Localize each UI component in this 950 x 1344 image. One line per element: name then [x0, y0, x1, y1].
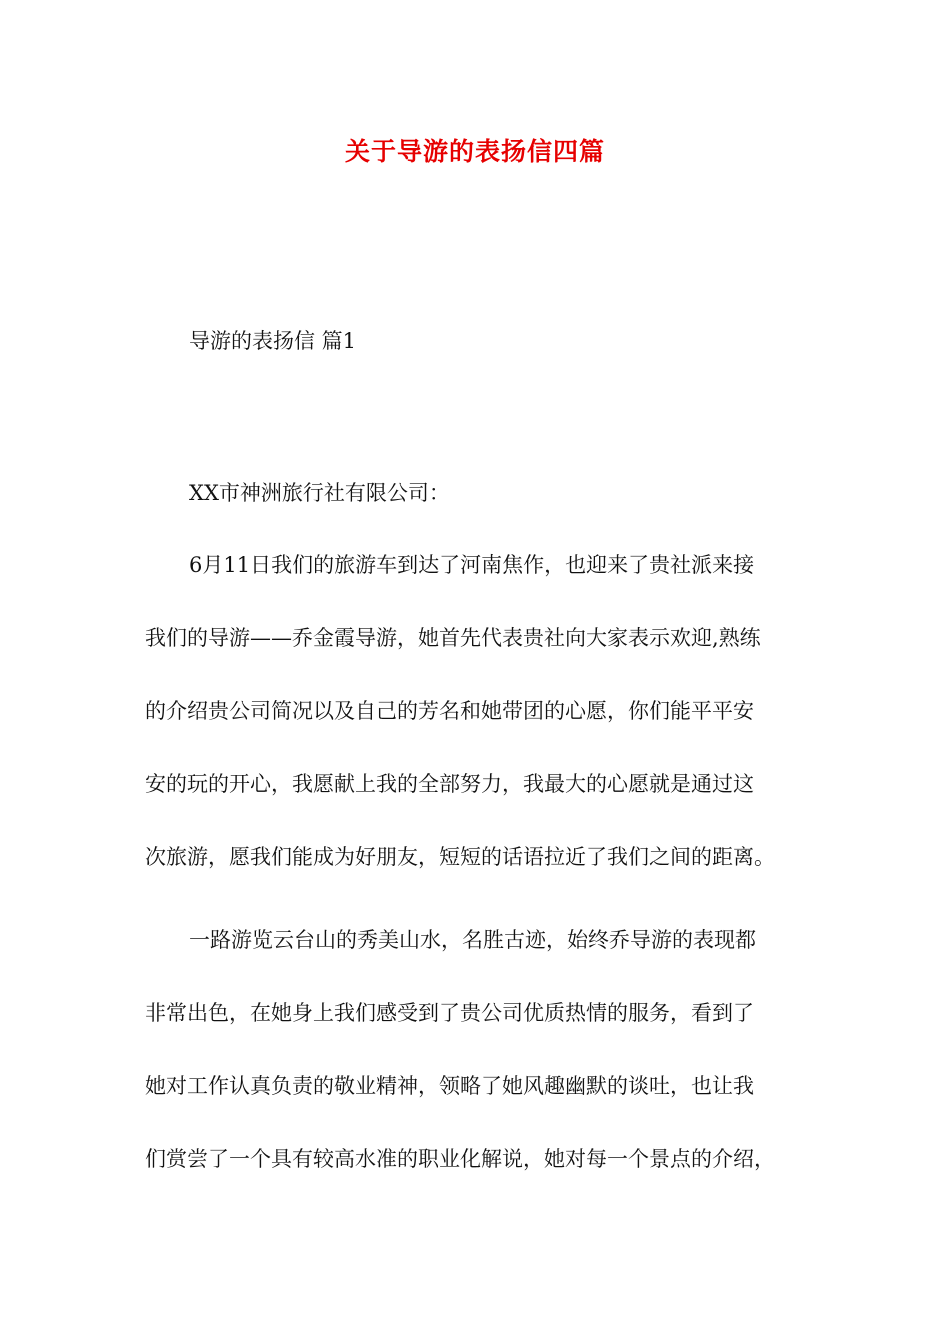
paragraph-line: 们赏尝了一个具有较高水准的职业化解说，她对每一个景点的介绍， [145, 1147, 775, 1171]
salutation: XX市神洲旅行社有限公司： [189, 481, 450, 505]
paragraph-line: 我们的导游——乔金霞导游，她首先代表贵社向大家表示欢迎,熟练 [145, 626, 761, 650]
paragraph-line: 的介绍贵公司简况以及自己的芳名和她带团的心愿，你们能平平安 [145, 699, 754, 723]
document-title: 关于导游的表扬信四篇 [344, 137, 605, 166]
paragraph-line: 一路游览云台山的秀美山水，名胜古迹，始终乔导游的表现都 [189, 928, 756, 952]
paragraph-line: 非常出色，在她身上我们感受到了贵公司优质热情的服务，看到了 [145, 1001, 754, 1025]
paragraph-line: 安的玩的开心，我愿献上我的全部努力，我最大的心愿就是通过这 [145, 772, 754, 796]
paragraph-line: 次旅游，愿我们能成为好朋友，短短的话语拉近了我们之间的距离。 [145, 845, 775, 869]
paragraph-line: 她对工作认真负责的敬业精神，领略了她风趣幽默的谈吐，也让我 [145, 1074, 754, 1098]
section-heading: 导游的表扬信 篇1 [189, 329, 357, 353]
paragraph-line: 6月11日我们的旅游车到达了河南焦作，也迎来了贵社派来接 [189, 553, 755, 577]
